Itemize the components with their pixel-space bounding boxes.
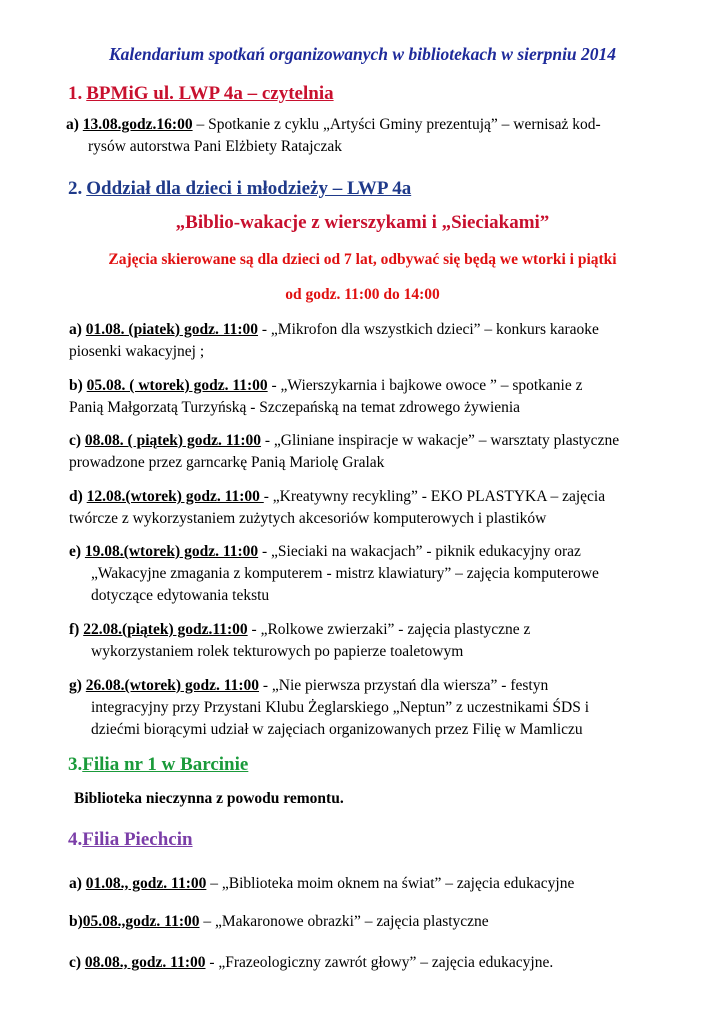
- list-item: [69, 619, 530, 663]
- section-label: BPMiG ul. LWP 4a – czytelnia: [86, 83, 334, 104]
- item-text: - „Wierszykarnia i bajkowe owoce ” – spotkanie z: [267, 377, 583, 394]
- item-text: – Spotkanie z cyklu „Artyści Gminy prezentują” – wernisaż kod-: [192, 116, 601, 133]
- item-letter: b): [69, 377, 87, 394]
- item-date: 12.08.(wtorek) godz. 11:00: [86, 488, 264, 505]
- item-date: 05.08.,godz. 11:00: [82, 913, 200, 930]
- item-letter: d): [69, 488, 87, 505]
- event-title: „Biblio-wakacje z wierszykami i „Sieciakami”: [175, 212, 550, 233]
- item-date: 01.08., godz. 11:00: [85, 875, 207, 892]
- item-letter: a): [69, 875, 86, 892]
- item-date: 08.08. ( piątek) godz. 11:00: [84, 432, 262, 449]
- item-letter: a): [66, 116, 79, 133]
- item-text: – „Biblioteka moim oknem na świat” – zajęcia edukacyjne: [206, 875, 575, 892]
- item-text: - „Gliniane inspiracje w wakacje” – warsztaty plastyczne: [261, 432, 620, 449]
- item-text-cont: prowadzone przez garncarkę Panią Mariolę Gralak: [69, 454, 385, 471]
- section-2-heading: [68, 178, 411, 200]
- item-letter: b): [69, 913, 83, 930]
- item-text-cont: dotyczące edytowania tekstu: [91, 587, 270, 604]
- list-item: [66, 114, 601, 158]
- list-item: [69, 319, 599, 363]
- item-text-cont: dziećmi biorącymi udział w zajęciach organizowanych przez Filię w Mamliczu: [91, 721, 583, 738]
- item-letter: e): [69, 543, 85, 560]
- section-label: Filia Piechcin: [82, 829, 193, 850]
- list-item: [69, 430, 619, 474]
- item-text-cont: wykorzystaniem rolek tekturowych po papierze toaletowym: [91, 643, 464, 660]
- list-item: [69, 952, 553, 974]
- section-4-heading: [68, 829, 193, 851]
- section-1-heading: [68, 83, 334, 105]
- item-date: 13.08.godz.16:00: [82, 116, 193, 133]
- item-date: 01.08. (piatek) godz. 11:00: [85, 321, 259, 338]
- list-item: [69, 375, 582, 419]
- item-text: - „Rolkowe zwierzaki” - zajęcia plastyczne z: [247, 621, 531, 638]
- section-label: Oddział dla dzieci i młodzieży – LWP 4a: [86, 178, 412, 199]
- event-info-line: od godz. 11:00 do 14:00: [285, 286, 440, 303]
- item-text-cont: „Wakacyjne zmagania z komputerem - mistrz klawiatury” – zajęcia komputerowe: [91, 565, 599, 582]
- item-text: - „Frazeologiczny zawrót głowy” – zajęcia edukacyjne.: [205, 954, 554, 971]
- event-info-line: Zajęcia skierowane są dla dzieci od 7 lat, odbywać się będą we wtorki i piątki: [108, 251, 617, 268]
- item-text-cont: piosenki wakacyjnej ;: [69, 343, 205, 360]
- document-title: Kalendarium spotkań organizowanych w bibliotekach w sierpniu 2014: [108, 44, 617, 64]
- list-item: [69, 541, 599, 607]
- item-letter: c): [69, 954, 85, 971]
- section-number: 2.: [68, 178, 83, 199]
- item-letter: a): [69, 321, 86, 338]
- closure-note: Biblioteka nieczynna z powodu remontu.: [74, 790, 344, 807]
- item-letter: g): [69, 677, 86, 694]
- section-number: 4.: [68, 829, 83, 850]
- item-text-cont: integracyjny przy Przystani Klubu Żeglarskiego „Neptun” z uczestnikami ŚDS i: [91, 699, 590, 716]
- item-text: – „Makaronowe obrazki” – zajęcia plastyczne: [199, 913, 489, 930]
- list-item: [69, 675, 589, 741]
- item-date: 08.08., godz. 11:00: [84, 954, 206, 971]
- item-text-cont: rysów autorstwa Pani Elżbiety Ratajczak: [88, 138, 342, 155]
- item-date: 22.08.(piątek) godz.11:00: [83, 621, 248, 638]
- item-date: 26.08.(wtorek) godz. 11:00: [85, 677, 260, 694]
- item-letter: c): [69, 432, 85, 449]
- item-text: - „Sieciaki na wakacjach” - piknik edukacyjny oraz: [258, 543, 581, 560]
- item-letter: f): [69, 621, 84, 638]
- section-number: 3.: [68, 754, 83, 775]
- list-item: [69, 486, 605, 530]
- item-text: - „Nie pierwsza przystań dla wiersza” - festyn: [259, 677, 549, 694]
- section-number: 1.: [68, 83, 83, 104]
- item-text: - „Mikrofon dla wszystkich dzieci” – konkurs karaoke: [258, 321, 599, 338]
- list-item: [69, 911, 489, 933]
- item-date: 19.08.(wtorek) godz. 11:00: [84, 543, 259, 560]
- section-label: Filia nr 1 w Barcinie: [82, 754, 249, 775]
- list-item: [69, 873, 574, 895]
- item-date: 05.08. ( wtorek) godz. 11:00: [86, 377, 268, 394]
- item-text-cont: Panią Małgorzatą Turzyńską - Szczepańską na temat zdrowego żywienia: [69, 399, 521, 416]
- section-3-heading: [68, 754, 248, 776]
- item-text: - „Kreatywny recykling” - EKO PLASTYKA – zajęcia: [263, 488, 606, 505]
- item-text-cont: twórcze z wykorzystaniem zużytych akcesoriów komputerowych i plastików: [69, 510, 547, 527]
